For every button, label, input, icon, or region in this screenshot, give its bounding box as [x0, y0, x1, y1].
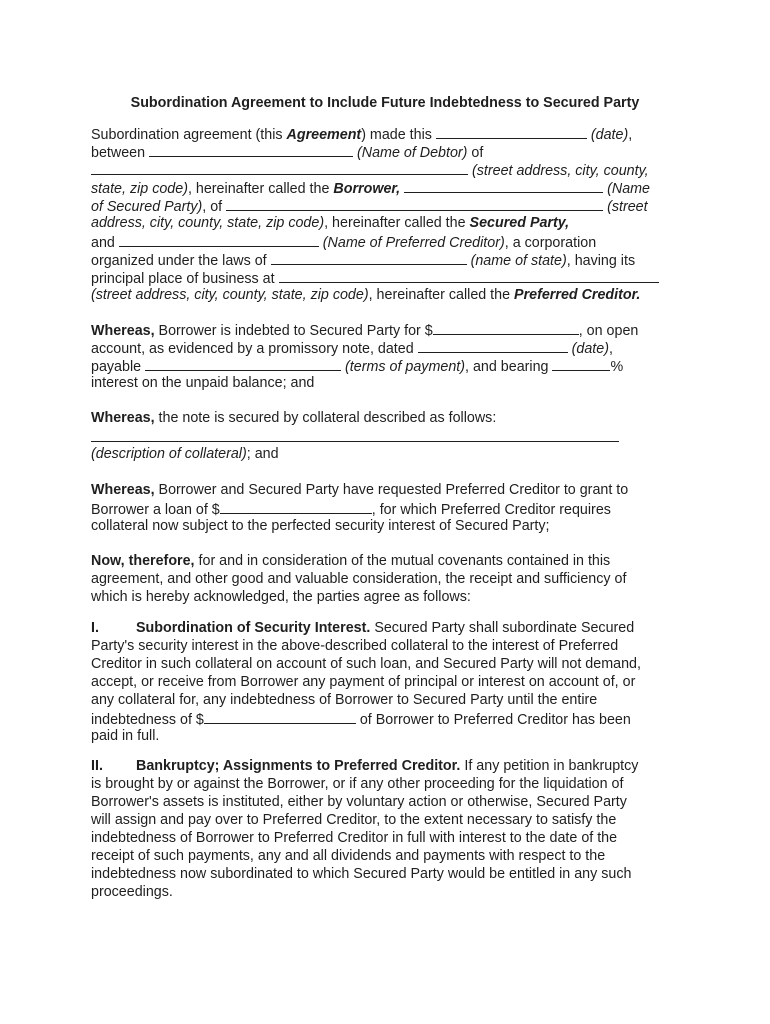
document-title: Subordination Agreement to Include Future Indebtedness to Secured Party	[130, 95, 640, 111]
preferred-creditor-name-blank[interactable]	[119, 232, 319, 247]
section-subordination	[91, 619, 691, 745]
text-line: address, city, county, state, zip code), hereinafter called the Secured Party,	[91, 215, 570, 231]
section-number: II.	[91, 758, 103, 774]
text-line: Whereas, Borrower is indebted to Secured Party for $ , on open	[91, 320, 691, 338]
interest-rate-blank[interactable]	[552, 356, 610, 371]
text-line: will assign and pay over to Preferred Creditor, to the extent necessary to satisfy the	[91, 812, 617, 828]
collateral-description-blank[interactable]	[91, 427, 619, 442]
text-line: is brought by or against the Borrower, or if any other proceeding for the liquidation of	[91, 776, 624, 792]
debt-amount-blank[interactable]	[433, 320, 579, 335]
text-line: account, as evidenced by a promissory note, dated (date),	[91, 338, 691, 356]
text-line: payable (terms of payment), and bearing %	[91, 356, 691, 374]
text-line: receipt of such payments, any and all dividends and payments with respect to the	[91, 848, 606, 864]
text-line	[91, 427, 691, 445]
text-line: Subordination agreement (this Agreement) made this (date),	[91, 124, 691, 142]
text-line: Borrower a loan of $ , for which Preferred Creditor requires	[91, 499, 691, 517]
text-line: indebtedness now subordinated to which Secured Party would be entitled in any such	[91, 866, 632, 882]
section-bankruptcy	[91, 757, 691, 901]
text-line: Creditor in such collateral on account of such loan, and Secured Party will not demand,	[91, 656, 641, 672]
text-line: Party's security interest in the above-described collateral to the interest of Preferred	[91, 638, 619, 654]
section-heading: Bankruptcy; Assignments to Preferred Creditor.	[136, 758, 461, 774]
text-line: accept, or receive from Borrower any payment of principal or interest on account of, or	[91, 674, 636, 690]
text-line: indebtedness of Borrower to Preferred Creditor in full with interest to the date of the	[91, 830, 618, 846]
business-address-blank[interactable]	[279, 268, 659, 283]
text-line: agreement, and other good and valuable consideration, the receipt and sufficiency of	[91, 571, 627, 587]
whereas-collateral-paragraph	[91, 409, 691, 463]
state-name-blank[interactable]	[271, 250, 467, 265]
text-line: Whereas, the note is secured by collateral described as follows:	[91, 410, 497, 426]
note-date-blank[interactable]	[418, 338, 568, 353]
section-heading: Subordination of Security Interest.	[136, 620, 371, 636]
payment-terms-blank[interactable]	[145, 356, 341, 371]
text-line: principal place of business at	[91, 268, 691, 286]
text-line: collateral now subject to the perfected security interest of Secured Party;	[91, 518, 550, 534]
text-line: I. Subordination of Security Interest. Secured Party shall subordinate Secured	[91, 620, 635, 636]
text-line: proceedings.	[91, 884, 173, 900]
text-line: Borrower's assets is instituted, either by voluntary action or otherwise, Secured Party	[91, 794, 627, 810]
whereas-indebtedness-paragraph	[91, 320, 691, 392]
text-line: and (Name of Preferred Creditor), a corporation	[91, 232, 691, 250]
text-line: (description of collateral); and	[91, 446, 279, 462]
debtor-name-blank[interactable]	[149, 142, 353, 157]
text-line: indebtedness of $ of Borrower to Preferred Creditor has been	[91, 709, 691, 727]
text-line: any collateral for, any indebtedness of Borrower to Secured Party until the entire	[91, 692, 598, 708]
text-line: (street address, city, county,	[91, 160, 691, 178]
text-line: of Secured Party), of (street	[91, 196, 691, 214]
text-line: interest on the unpaid balance; and	[91, 375, 315, 391]
text-line: II. Bankruptcy; Assignments to Preferred Creditor. If any petition in bankruptcy	[91, 758, 639, 774]
indebtedness-amount-blank[interactable]	[204, 709, 356, 724]
text-line: organized under the laws of (name of state), having its	[91, 250, 691, 268]
text-line: between (Name of Debtor) of	[91, 142, 691, 160]
debtor-address-blank[interactable]	[91, 160, 468, 175]
secured-party-name-blank[interactable]	[404, 178, 603, 193]
text-line: Now, therefore, for and in consideration of the mutual covenants contained in this	[91, 553, 611, 569]
section-number: I.	[91, 620, 99, 636]
intro-paragraph	[91, 124, 691, 304]
agreement-date-blank[interactable]	[436, 124, 587, 139]
text-line: which is hereby acknowledged, the parties agree as follows:	[91, 589, 471, 605]
text-line: (street address, city, county, state, zip code), hereinafter called the Preferred Creditor.	[91, 287, 641, 303]
text-line: state, zip code), hereinafter called the Borrower, (Name	[91, 178, 691, 196]
text-line: paid in full.	[91, 728, 160, 744]
text-line: Whereas, Borrower and Secured Party have requested Preferred Creditor to grant to	[91, 482, 629, 498]
whereas-loan-paragraph	[91, 481, 691, 535]
loan-amount-blank[interactable]	[220, 499, 372, 514]
secured-party-address-blank[interactable]	[226, 196, 603, 211]
now-therefore-paragraph	[91, 552, 691, 606]
